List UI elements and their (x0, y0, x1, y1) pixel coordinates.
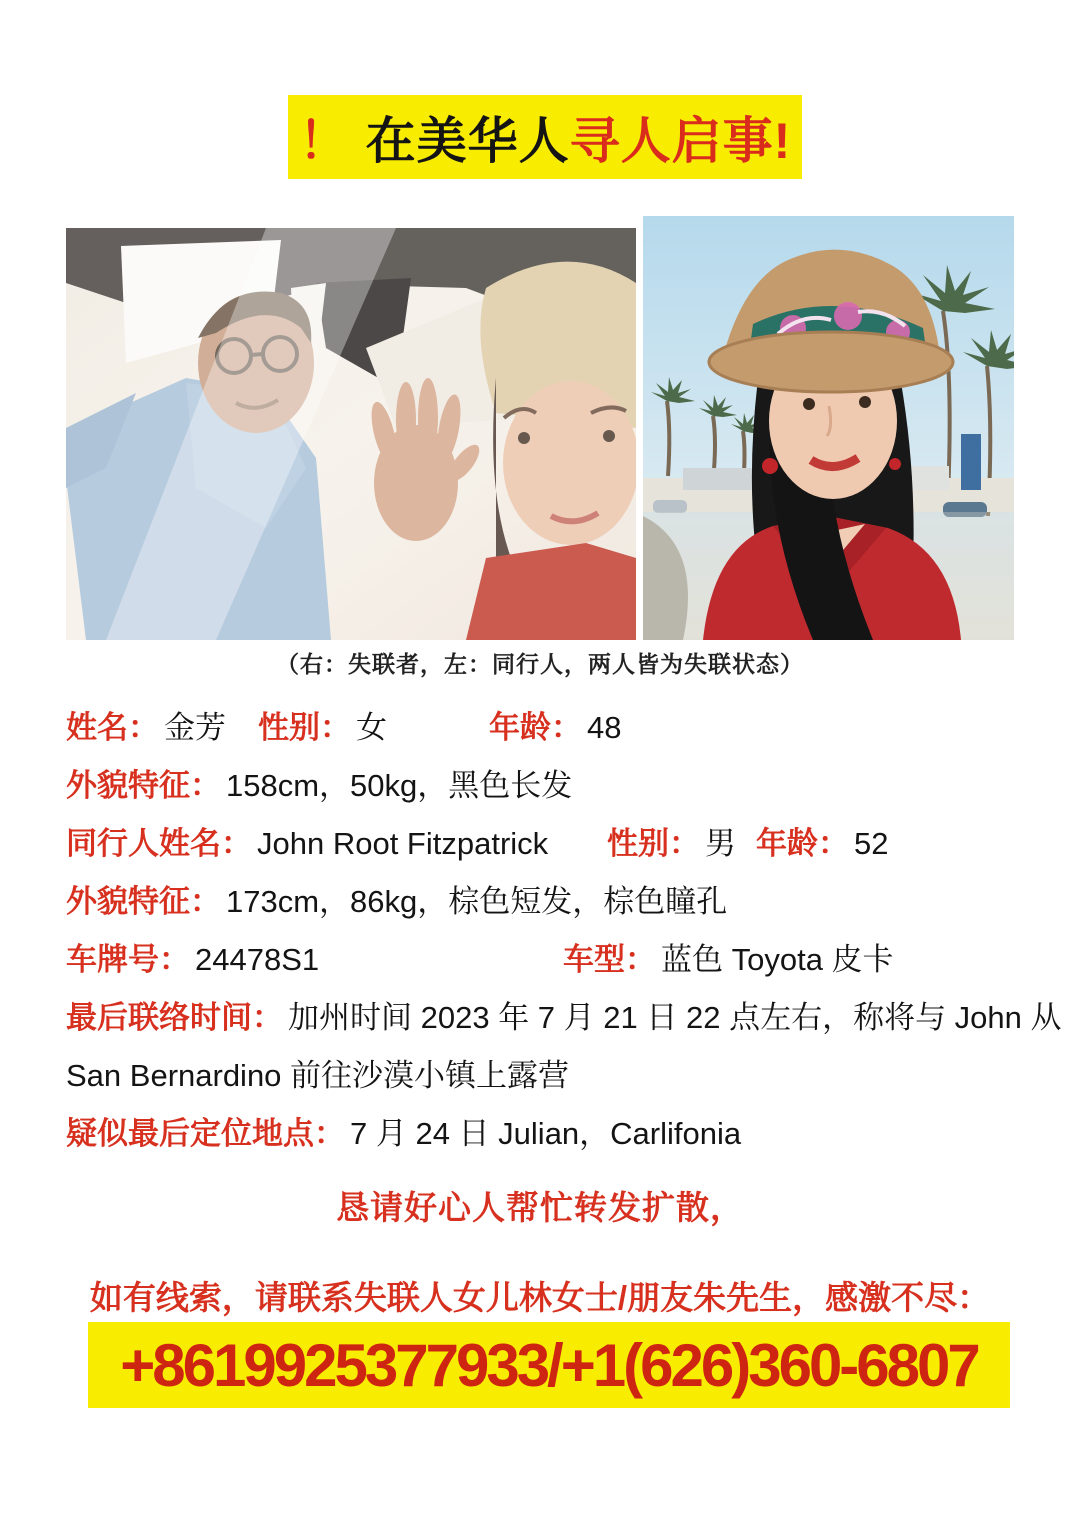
field-plate (66, 934, 319, 979)
row-last-contact (66, 992, 1062, 1050)
row-companion (66, 818, 1046, 876)
last-location-label: 疑似最后定位地点： (66, 1116, 345, 1151)
title-banner (288, 95, 802, 179)
name-label: 姓名： (66, 710, 159, 745)
field-age (489, 702, 621, 747)
field-last-contact (66, 992, 1062, 1037)
plate-label: 车牌号： (66, 942, 190, 977)
gender-value: 女 (356, 710, 387, 745)
appearance1-label: 外貌特征： (66, 768, 221, 803)
companion-value: John Root Fitzpatrick (257, 826, 549, 861)
field-last-contact-cont (66, 1050, 569, 1095)
age-value: 48 (587, 710, 622, 745)
field-last-location (66, 1108, 741, 1153)
appearance2-label: 外貌特征： (66, 884, 221, 919)
companion-age-value: 52 (854, 826, 889, 861)
field-appearance-1 (66, 760, 572, 805)
photo-caption: （右：失联者，左：同行人，两人皆为失联状态） (276, 651, 804, 677)
title-exclamation: ！ (298, 113, 350, 169)
appearance2-value: 173cm，86kg，棕色短发，棕色瞳孔 (226, 884, 728, 919)
name-value: 金芳 (164, 710, 226, 745)
car-label: 车型： (563, 942, 656, 977)
share-plea: 恳请好心人帮忙转发扩散， (336, 1189, 744, 1226)
companion-label: 同行人姓名： (66, 826, 252, 861)
field-companion-name (66, 818, 548, 863)
phone-banner (88, 1322, 1010, 1408)
title-red-text: 寻人启事! (569, 113, 792, 169)
field-companion-gender (607, 818, 736, 863)
details-section (66, 702, 1062, 1166)
field-car-model (563, 934, 894, 979)
age-label: 年龄： (489, 710, 582, 745)
photo-row (66, 216, 1014, 640)
field-gender (258, 702, 387, 747)
row-appearance-1 (66, 760, 1046, 818)
row-last-location (66, 1108, 1046, 1166)
plate-value: 24478S1 (195, 942, 320, 977)
gender-label: 性别： (258, 710, 351, 745)
row-name-gender-age (66, 702, 1046, 760)
last-contact-value-line2: San Bernardino 前往沙漠小镇上露营 (66, 1058, 570, 1093)
contact-note: 如有线索，请联系失联人女儿林女士/朋友朱先生，感激不尽： (89, 1279, 991, 1316)
row-plate-car (66, 934, 1046, 992)
appearance1-value: 158cm，50kg，黑色长发 (226, 768, 573, 803)
photo-portrait (643, 216, 1014, 640)
companion-age-label: 年龄： (756, 826, 849, 861)
portrait-illustration (643, 216, 1014, 640)
photo-car-selfie (66, 228, 636, 640)
title-black-text: 在美华人 (365, 113, 570, 169)
field-companion-age (756, 818, 888, 863)
phone-numbers: +8619925377933/+1(626)360-6807 (120, 1331, 978, 1399)
row-last-contact-cont (66, 1050, 1046, 1108)
last-contact-value-line1: 加州时间 2023 年 7 月 21 日 22 点左右，称将与 John 从 (288, 1000, 1062, 1035)
companion-gender-value: 男 (705, 826, 736, 861)
row-appearance-2 (66, 876, 1046, 934)
last-contact-label: 最后联络时间： (66, 1000, 283, 1035)
car-selfie-illustration (66, 228, 636, 640)
car-value: 蓝色 Toyota 皮卡 (661, 942, 894, 977)
companion-gender-label: 性别： (607, 826, 700, 861)
field-name (66, 702, 226, 747)
last-location-value: 7 月 24 日 Julian，Carlifonia (350, 1116, 742, 1151)
field-appearance-2 (66, 876, 727, 921)
